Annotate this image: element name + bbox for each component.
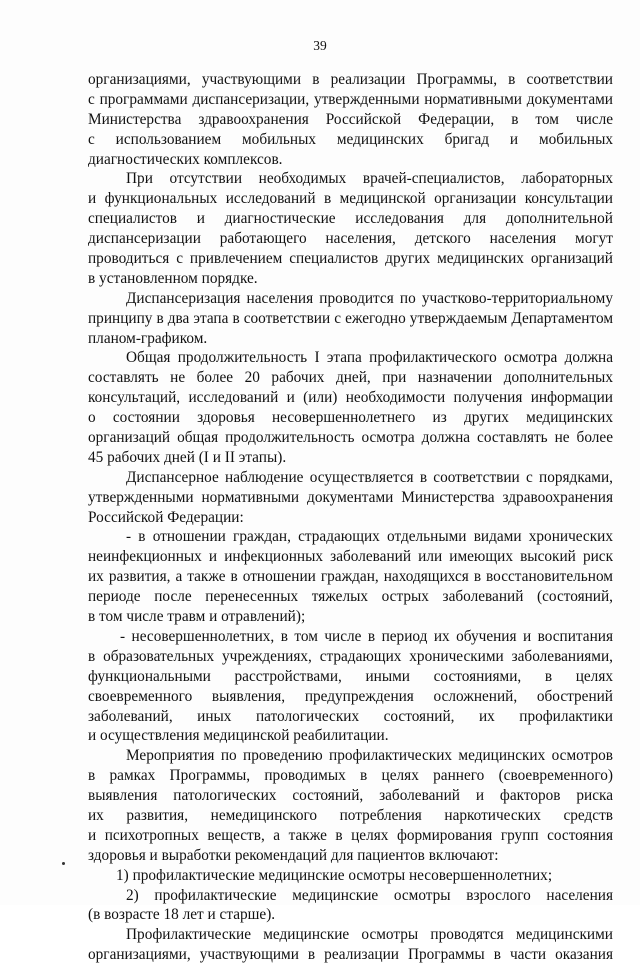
text-line: При отсутствии необходимых врачей-специалистов, лабораторных	[126, 170, 613, 188]
text-line: Министерства здравоохранения Российской Федерации, в том числе	[88, 110, 613, 128]
text-line: и осуществления медицинской реабилитации.	[88, 727, 389, 745]
text-line: организациями, участвующими в реализации Программы в части оказания	[88, 946, 613, 964]
text-line: диагностических комплексов.	[88, 150, 283, 168]
text-line: консультаций, исследований и (или) необходимости получения информации	[88, 389, 613, 407]
text-line: диспансеризации работающего населения, детского населения могут	[88, 230, 613, 248]
text-line: 1) профилактические медицинские осмотры несовершеннолетних;	[116, 866, 553, 884]
text-line: заболеваний, иных патологических состояний, их профилактики	[88, 707, 613, 725]
text-line: организаций общая продолжительность осмотра должна составлять не более	[88, 429, 613, 447]
text-line: специалистов и диагностические исследования для дополнительной	[88, 210, 613, 228]
document-body	[88, 70, 613, 965]
text-line: 45 рабочих дней (I и II этапы).	[88, 448, 287, 466]
text-line: неинфекционных и инфекционных заболеваний или имеющих высокий риск	[88, 548, 613, 566]
margin-mark	[62, 862, 65, 865]
text-line: Российской Федерации:	[88, 508, 244, 526]
text-line: в рамках Программы, проводимых в целях раннего (своевременного)	[88, 767, 613, 785]
text-line: их развития, а также в отношении граждан, находящихся в восстановительном	[88, 568, 613, 586]
text-line: своевременного выявления, предупреждения осложнений, обострений	[88, 687, 613, 705]
text-line: Профилактические медицинские осмотры проводятся медицинскими	[126, 926, 613, 944]
text-line: (в возрасте 18 лет и старше).	[88, 906, 276, 924]
text-line: планом-графиком.	[88, 329, 208, 347]
text-line: 2) профилактические медицинские осмотры взрослого населения	[126, 886, 613, 904]
text-line: составлять не более 20 рабочих дней, при назначении дополнительных	[88, 369, 613, 387]
text-line: и функциональных исследований в медицинской организации консультации	[88, 190, 613, 208]
text-line: проводиться с привлечением специалистов других медицинских организаций	[88, 250, 613, 268]
text-line: Диспансеризация населения проводится по участково-территориальному	[126, 289, 613, 307]
text-line: и психотропных веществ, а также в целях формирования групп состояния	[88, 826, 613, 844]
text-line: организациями, участвующими в реализации Программы, в соответствии	[88, 71, 613, 88]
text-line: здоровья и выработки рекомендаций для пациентов включают:	[88, 846, 499, 864]
text-line: утвержденными нормативными документами Министерства здравоохранения	[88, 488, 613, 506]
text-line: о состоянии здоровья несовершеннолетнего из других медицинских	[88, 409, 613, 427]
page-number: 39	[313, 38, 327, 53]
text-line: Диспансерное наблюдение осуществляется в соответствии с порядками,	[126, 468, 613, 486]
text-line: Мероприятия по проведению профилактических медицинских осмотров	[126, 747, 613, 765]
text-line: функциональными расстройствами, иными состояниями, в целях	[88, 667, 613, 685]
text-line: выявления патологических состояний, заболеваний и факторов риска	[88, 787, 613, 805]
text-line: Общая продолжительность I этапа профилактического осмотра должна	[126, 349, 613, 367]
text-line: их развития, немедицинского потребления наркотических средств	[88, 806, 613, 824]
text-line: принципу в два этапа в соответствии с ежегодно утверждаемым Департаментом	[88, 309, 613, 327]
text-line: в установленном порядке.	[88, 269, 258, 287]
text-line: - несовершеннолетних, в том числе в период их обучения и воспитания	[120, 627, 613, 645]
text-line: периоде после перенесенных тяжелых острых заболеваний (состояний,	[88, 588, 613, 606]
text-line: с использованием мобильных медицинских бригад и мобильных	[88, 130, 613, 148]
text-line: с программами диспансеризации, утвержденными нормативными документами	[88, 90, 613, 108]
text-line: в том числе травм и отравлений);	[88, 608, 306, 626]
text-line: - в отношении граждан, страдающих отдельными видами хронических	[126, 528, 613, 546]
text-line: в образовательных учреждениях, страдающих хроническими заболеваниями,	[88, 647, 613, 665]
